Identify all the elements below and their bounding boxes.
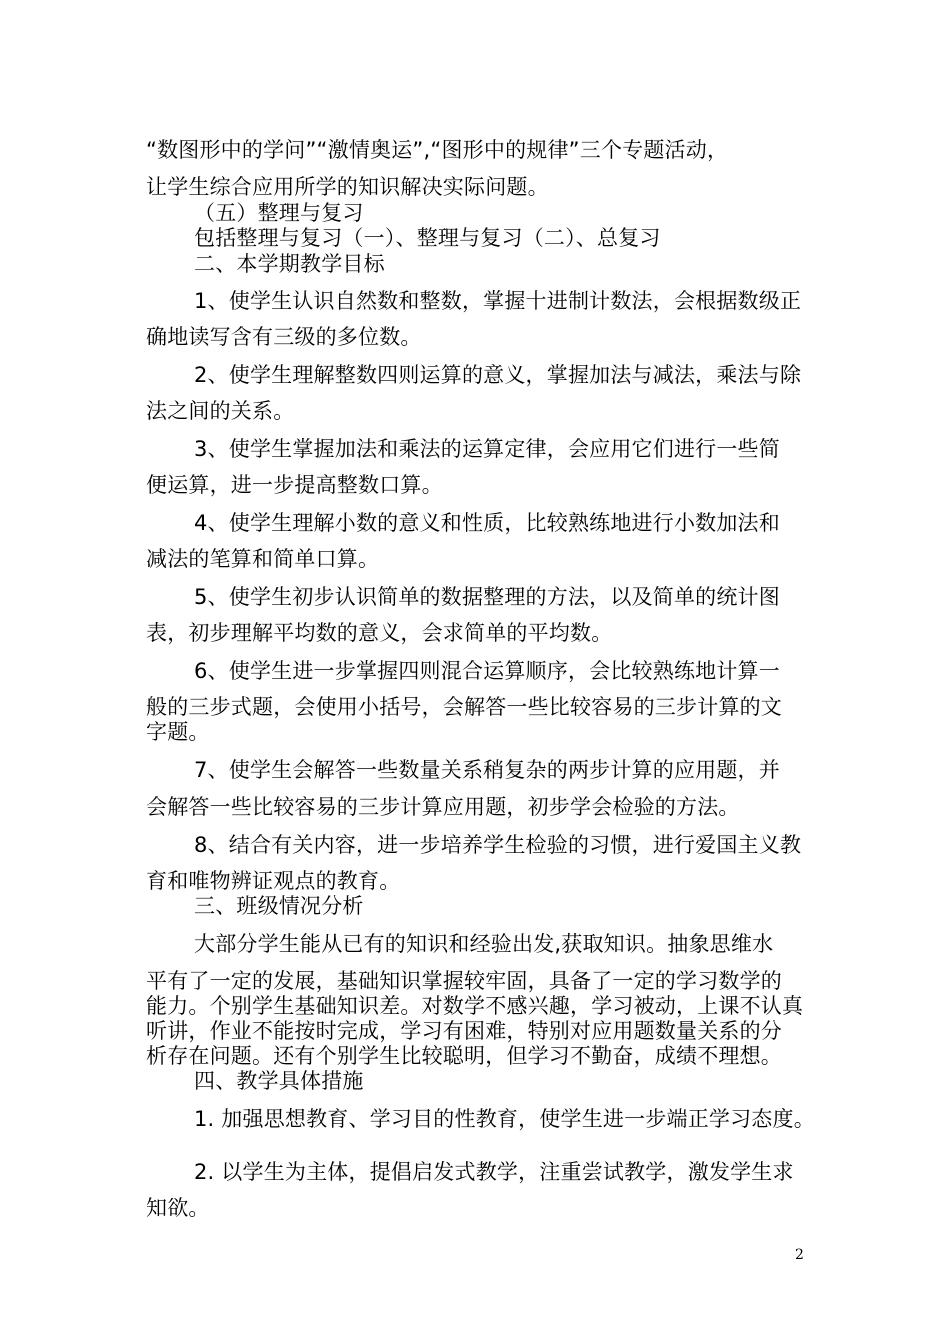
goal-5-line-2: 表，初步理解平均数的意义，会求简单的平均数。 [146, 621, 613, 645]
measure-1-line-1: 1. 加强思想教育、学习目的性教育，使学生进一步端正学习态度。 [194, 1107, 815, 1131]
subsection-5-text: 包括整理与复习（一）、整理与复习（二）、总复习 [194, 226, 661, 250]
goal-8-line-1: 8、结合有关内容，进一步培养学生检验的习惯，进行爱国主义教 [194, 833, 802, 857]
analysis-line-1: 大部分学生能从已有的知识和经验出发,获取知识。抽象思维水 [194, 932, 774, 956]
intro-line-2: 让学生综合应用所学的知识解决实际问题。 [146, 175, 549, 199]
intro-line-1: “数图形中的学问”“激情奥运”,“图形中的规律”三个专题活动， [146, 138, 729, 162]
goal-1-line-2: 确地读写含有三级的多位数。 [146, 325, 422, 349]
measure-2-line-2: 知欲。 [146, 1196, 210, 1220]
goal-6-line-2: 般的三步式题，会使用小括号，会解答一些比较容易的三步计算的文 [146, 695, 782, 719]
goal-7-line-1: 7、使学生会解答一些数量关系稍复杂的两步计算的应用题，并 [194, 758, 780, 782]
goal-3-line-1: 3、使学生掌握加法和乘法的运算定律，会应用它们进行一些简 [194, 437, 780, 461]
goal-2-line-2: 法之间的关系。 [146, 399, 295, 423]
goal-5-line-1: 5、使学生初步认识简单的数据整理的方法，以及简单的统计图 [194, 585, 780, 609]
analysis-line-5: 析存在问题。还有个别学生比较聪明，但学习不勤奋，成绩不理想。 [146, 1044, 782, 1068]
goal-8-line-2: 育和唯物辨证观点的教育。 [146, 869, 401, 893]
goal-4-line-1: 4、使学生理解小数的意义和性质，比较熟练地进行小数加法和 [194, 511, 780, 535]
goal-3-line-2: 便运算，进一步提高整数口算。 [146, 473, 443, 497]
goal-2-line-1: 2、使学生理解整数四则运算的意义，掌握加法与减法，乘法与除 [194, 363, 802, 387]
analysis-line-3: 能力。个别学生基础知识差。对数学不感兴趣，学习被动，上课不认真 [146, 994, 804, 1018]
page-number: 2 [795, 1247, 804, 1263]
analysis-line-4: 听讲，作业不能按时完成，学习有困难，特别对应用题数量关系的分 [146, 1019, 782, 1043]
goal-7-line-2: 会解答一些比较容易的三步计算应用题，初步学会检验的方法。 [146, 795, 740, 819]
section-2-heading: 二、本学期教学目标 [194, 252, 385, 276]
subsection-5-heading: （五）整理与复习 [194, 201, 364, 225]
goal-6-line-1: 6、使学生进一步掌握四则混合运算顺序，会比较熟练地计算一 [194, 659, 780, 683]
goal-4-line-2: 减法的笔算和简单口算。 [146, 547, 380, 571]
section-3-heading: 三、班级情况分析 [194, 894, 364, 918]
goal-6-line-3: 字题。 [146, 720, 210, 744]
goal-1-line-1: 1、使学生认识自然数和整数，掌握十进制计数法，会根据数级正 [194, 289, 802, 313]
measure-2-line-1: 2. 以学生为主体，提倡启发式教学，注重尝试教学，激发学生求 [194, 1160, 794, 1184]
analysis-line-2: 平有了一定的发展，基础知识掌握较牢固，具备了一定的学习数学的 [146, 969, 782, 993]
section-4-heading: 四、教学具体措施 [194, 1069, 364, 1093]
